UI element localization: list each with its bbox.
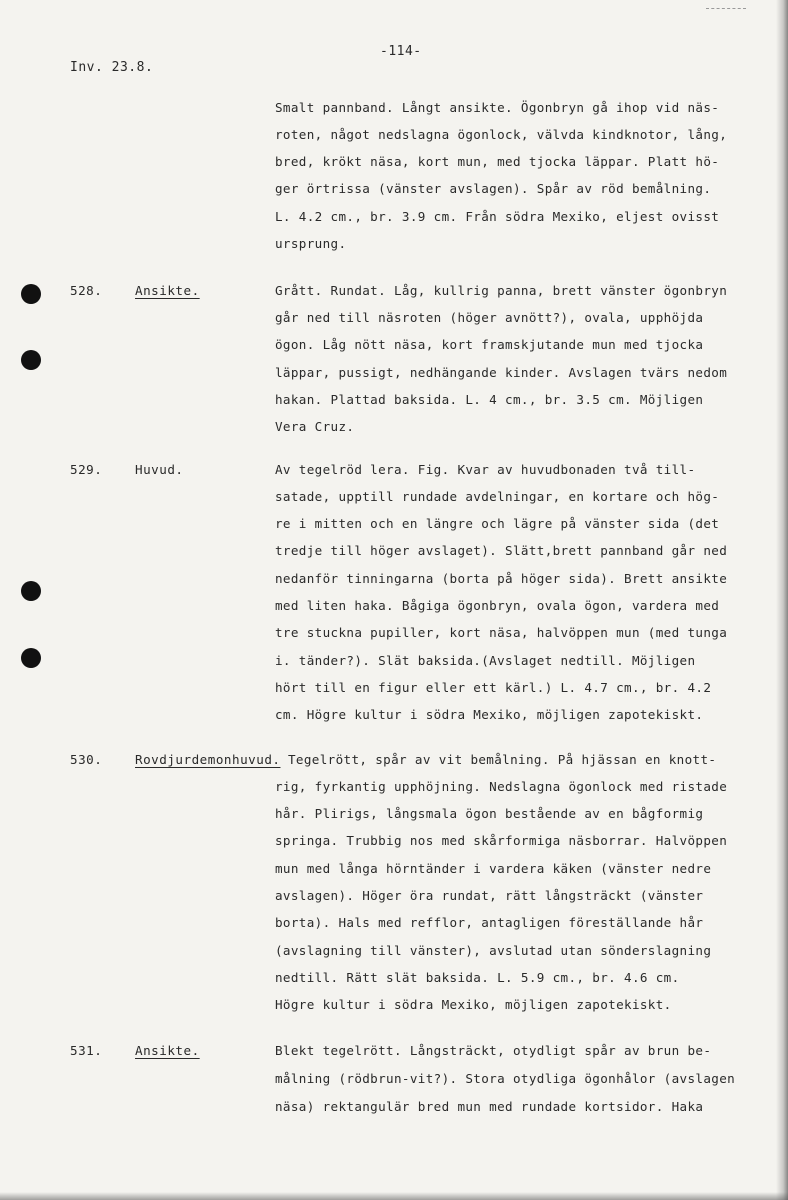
text-line: med liten haka. Bågiga ögonbryn, ovala ögon, vardera med [275, 598, 720, 613]
punch-hole [21, 581, 41, 601]
scan-mark [706, 8, 746, 9]
entry-keyword: Huvud. [135, 462, 184, 477]
text-line: cm. Högre kultur i södra Mexiko, möjligen zapotekiskt. [275, 707, 704, 722]
punch-hole [21, 350, 41, 370]
text-line: Blekt tegelrött. Långsträckt, otydligt spår av brun be- [275, 1043, 712, 1058]
scan-edge-right [776, 0, 788, 1200]
entry-number: 530. [70, 752, 103, 767]
text-line: borta). Hals med refflor, antagligen föreställande hår [275, 915, 704, 930]
text-line: re i mitten och en längre och lägre på vänster sida (det [275, 516, 720, 531]
text-line: ögon. Låg nött näsa, kort framskjutande mun med tjocka [275, 337, 704, 352]
entry-keyword: Ansikte. [135, 1043, 200, 1058]
text-line: ursprung. [275, 236, 347, 251]
entry-number: 531. [70, 1043, 103, 1058]
punch-hole [21, 648, 41, 668]
text-line: avslagen). Höger öra rundat, rätt långsträckt (vänster [275, 888, 704, 903]
text-line: Smalt pannband. Långt ansikte. Ögonbryn gå ihop vid näs- [275, 100, 720, 115]
inventory-label: Inv. 23.8. [70, 60, 154, 75]
text-line: nedanför tinningarna (borta på höger sida). Brett ansikte [275, 571, 728, 586]
text-line: bred, krökt näsa, kort mun, med tjocka läppar. Platt hö- [275, 154, 720, 169]
text-line: nedtill. Rätt slät baksida. L. 5.9 cm., br. 4.6 cm. [275, 970, 680, 985]
text-line: springa. Trubbig nos med skårformiga näsborrar. Halvöppen [275, 833, 728, 848]
scan-edge-bottom [0, 1192, 788, 1200]
text-line: (avslagning till vänster), avslutad utan sönderslagning [275, 943, 712, 958]
text-line: näsa) rektangulär bred mun med rundade kortsidor. Haka [275, 1099, 704, 1114]
text-line: läppar, pussigt, nedhängande kinder. Avslagen tvärs nedom [275, 365, 728, 380]
entry-number: 528. [70, 283, 103, 298]
text-line: tre stuckna pupiller, kort näsa, halvöppen mun (med tunga [275, 625, 728, 640]
text-line: i. tänder?). Slät baksida.(Avslaget nedtill. Möjligen [275, 653, 696, 668]
text-line: hört till en figur eller ett kärl.) L. 4.7 cm., br. 4.2 [275, 680, 712, 695]
text-line: målning (rödbrun-vit?). Stora otydliga ögonhålor (avslagen [275, 1071, 736, 1086]
text-line: Grått. Rundat. Låg, kullrig panna, brett vänster ögonbryn [275, 283, 728, 298]
entry-number: 529. [70, 462, 103, 477]
page-number: -114- [380, 44, 422, 59]
text-line: hår. Plirigs, långsmala ögon bestående av en bågformig [275, 806, 704, 821]
text-line: satade, upptill rundade avdelningar, en kortare och hög- [275, 489, 720, 504]
text-line: Tegelrött, spår av vit bemålning. På hjässan en knott- [288, 752, 717, 767]
text-line: Av tegelröd lera. Fig. Kvar av huvudbonaden två till- [275, 462, 696, 477]
entry-keyword: Ansikte. [135, 283, 200, 298]
text-line: Vera Cruz. [275, 419, 355, 434]
text-line: L. 4.2 cm., br. 3.9 cm. Från södra Mexiko, eljest ovisst [275, 209, 720, 224]
text-line: hakan. Plattad baksida. L. 4 cm., br. 3.5 cm. Möjligen [275, 392, 704, 407]
text-line: tredje till höger avslaget). Slätt,brett pannband går ned [275, 543, 728, 558]
text-line: mun med långa hörntänder i vardera käken (vänster nedre [275, 861, 712, 876]
text-line: går ned till näsroten (höger avnött?), ovala, upphöjda [275, 310, 704, 325]
text-line: roten, något nedslagna ögonlock, välvda kindknotor, lång, [275, 127, 728, 142]
punch-hole [21, 284, 41, 304]
text-line: Högre kultur i södra Mexiko, möjligen zapotekiskt. [275, 997, 672, 1012]
entry-keyword: Rovdjurdemonhuvud. [135, 752, 281, 767]
text-line: ger örtrissa (vänster avslagen). Spår av röd bemålning. [275, 181, 712, 196]
text-line: rig, fyrkantig upphöjning. Nedslagna ögonlock med ristade [275, 779, 728, 794]
